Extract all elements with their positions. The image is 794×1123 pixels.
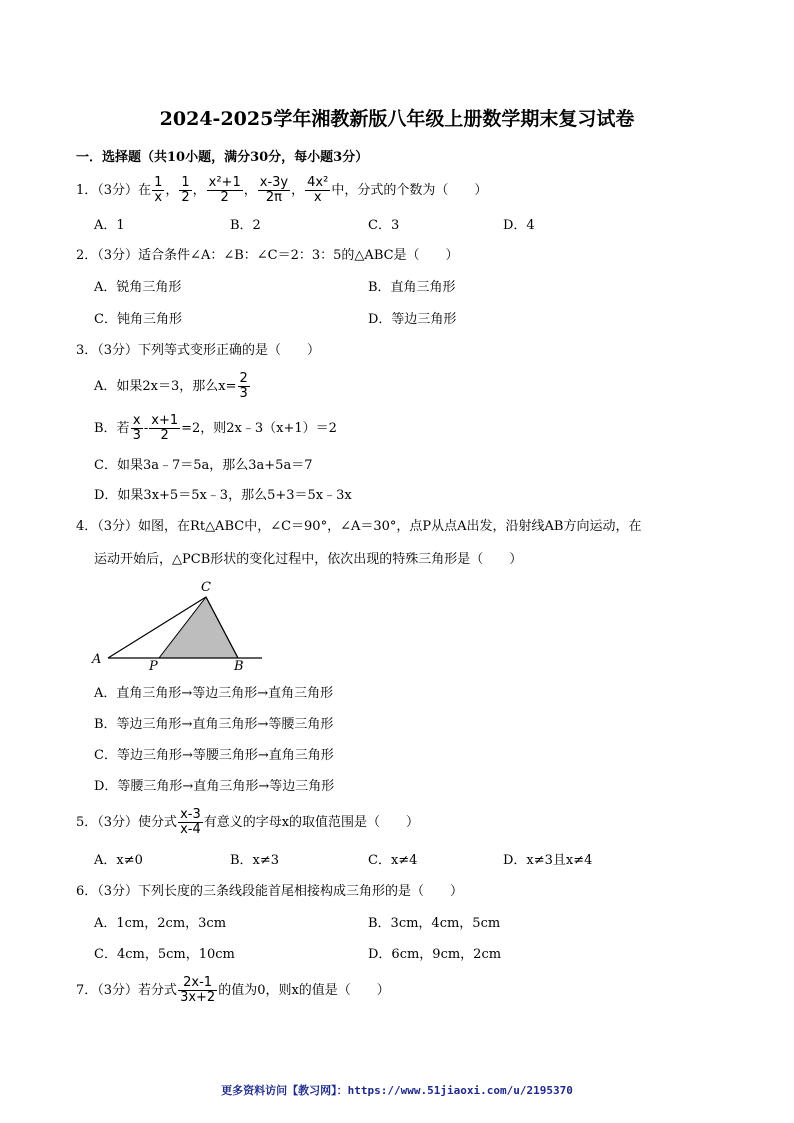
fraction: $\frac{x-3}{x-4}$: [180, 807, 201, 837]
triangle-figure: [90, 576, 270, 672]
question-2: [76, 248, 459, 264]
question-number: 5．: [76, 815, 98, 830]
option-b: B．等边三角形→直角三角形→等腰三角形: [94, 717, 334, 732]
option-c: C．4cm，5cm，10cm: [94, 947, 235, 962]
shaded-triangle-pcb: [159, 597, 238, 658]
question-number: 2．: [76, 248, 98, 263]
question-number: 1．: [76, 183, 98, 198]
option-a: A．如果2x＝3，那么x= $\frac{2}{3}$: [94, 371, 248, 401]
option-a: A．x≠0: [94, 853, 143, 868]
fraction: $\frac{\text{4x²}}{x}$: [307, 175, 329, 205]
footer-link[interactable]: 更多资料访问【教习网】：https://www.51jiaoxi.com/u/2195370: [221, 1084, 573, 1097]
option-c: C．如果3a﹣7＝5a，那么3a+5a＝7: [94, 458, 313, 473]
option-d: D．6cm，9cm，2cm: [368, 947, 502, 962]
question-text: （3分）下列等式变形正确的是（ ）: [97, 343, 321, 358]
question-4: [76, 519, 641, 535]
question-7: 7．（3分）若分式 $\frac{2x-1}{3x+2}$ 的值为0，则x的值是（ ）: [76, 975, 390, 1005]
option-d: D．等腰三角形→直角三角形→等边三角形: [94, 779, 335, 794]
question-6: [76, 884, 463, 900]
label-a: A: [92, 652, 102, 667]
option-c: C．x≠4: [368, 853, 418, 868]
question-text: （3分）使分式: [97, 815, 178, 830]
fraction: $\frac{x+1}{2}$: [151, 413, 179, 443]
option-d: D．4: [503, 218, 535, 233]
question-number: 3．: [76, 343, 98, 358]
question-3: [76, 343, 320, 359]
option-b: B．2: [230, 218, 261, 233]
fraction: $\frac{2x-1}{3x+2}$: [180, 975, 216, 1005]
section-heading: 一．选择题（共10小题，满分30分，每小题3分）: [76, 150, 369, 165]
option-b: B．直角三角形: [368, 280, 456, 295]
label-c: C: [201, 580, 211, 595]
option-b: B．3cm，4cm，5cm: [368, 916, 501, 931]
fraction: $\frac{\text{x²+1}}{2}$: [208, 175, 241, 205]
fraction: $\frac{x}{3}$: [132, 413, 141, 443]
option-a: A．锐角三角形: [94, 280, 182, 295]
option-c: C．等边三角形→等腰三角形→直角三角形: [94, 748, 334, 763]
fraction: $\frac{1}{2}$: [181, 175, 190, 205]
option-d: D．x≠3且x≠4: [503, 853, 593, 868]
fraction: $\frac{x-3y}{2\pi}$: [259, 175, 289, 205]
option-a: A．1: [94, 218, 125, 233]
fraction: $\frac{1}{x}$: [154, 175, 163, 205]
option-a: A．直角三角形→等边三角形→直角三角形: [94, 686, 334, 701]
label-p: P: [149, 659, 158, 672]
question-number: 7．: [76, 983, 98, 998]
question-text: （3分）适合条件∠A：∠B：∠C＝2：3：5的△ABC是（ ）: [97, 248, 459, 263]
question-1: 1．（3分）在 $\frac{1}{x}$ ， $\frac{1}{2}$ ， $\frac{\text{x²+1}}{2}$ ， $\frac{x-3y}{2\pi}$ ， $\frac{\text{4x²}}{x}$ 中，分式的个数为（ ）: [76, 175, 488, 205]
question-5: 5．（3分）使分式 $\frac{x-3}{x-4}$ 有意义的字母x的取值范围是（ ）: [76, 807, 420, 837]
page-title: 2024-2025学年湘教新版八年级上册数学期末复习试卷: [159, 108, 635, 130]
question-text: （3分）若分式: [97, 983, 178, 998]
question-4-line-2: 运动开始后，△PCB形状的变化过程中，依次出现的特殊三角形是（ ）: [94, 552, 523, 567]
question-text: （3分）下列长度的三条线段能首尾相接构成三角形的是（ ）: [97, 884, 464, 899]
label-b: B: [234, 659, 244, 672]
option-b: B．x≠3: [230, 853, 280, 868]
question-number: 6．: [76, 884, 98, 899]
fraction: $\frac{2}{3}$: [239, 371, 248, 401]
option-d: D．如果3x+5＝5x﹣3，那么5+3＝5x﹣3x: [94, 488, 352, 503]
question-text: （3分）在: [97, 183, 152, 198]
question-number: 4．: [76, 519, 98, 534]
option-d: D．等边三角形: [368, 312, 457, 327]
option-b: B．若 $\frac{x}{3}$ - $\frac{x+1}{2}$ =2，则2x﹣3（x+1）＝2: [94, 413, 337, 443]
option-c: C．钝角三角形: [94, 312, 182, 327]
option-c: C．3: [368, 218, 400, 233]
option-a: A．1cm，2cm，3cm: [94, 916, 227, 931]
question-text: （3分）如图，在Rt△ABC中，∠C＝90°，∠A＝30°，点P从点A出发，沿射线AB方向运动，在: [97, 519, 642, 534]
